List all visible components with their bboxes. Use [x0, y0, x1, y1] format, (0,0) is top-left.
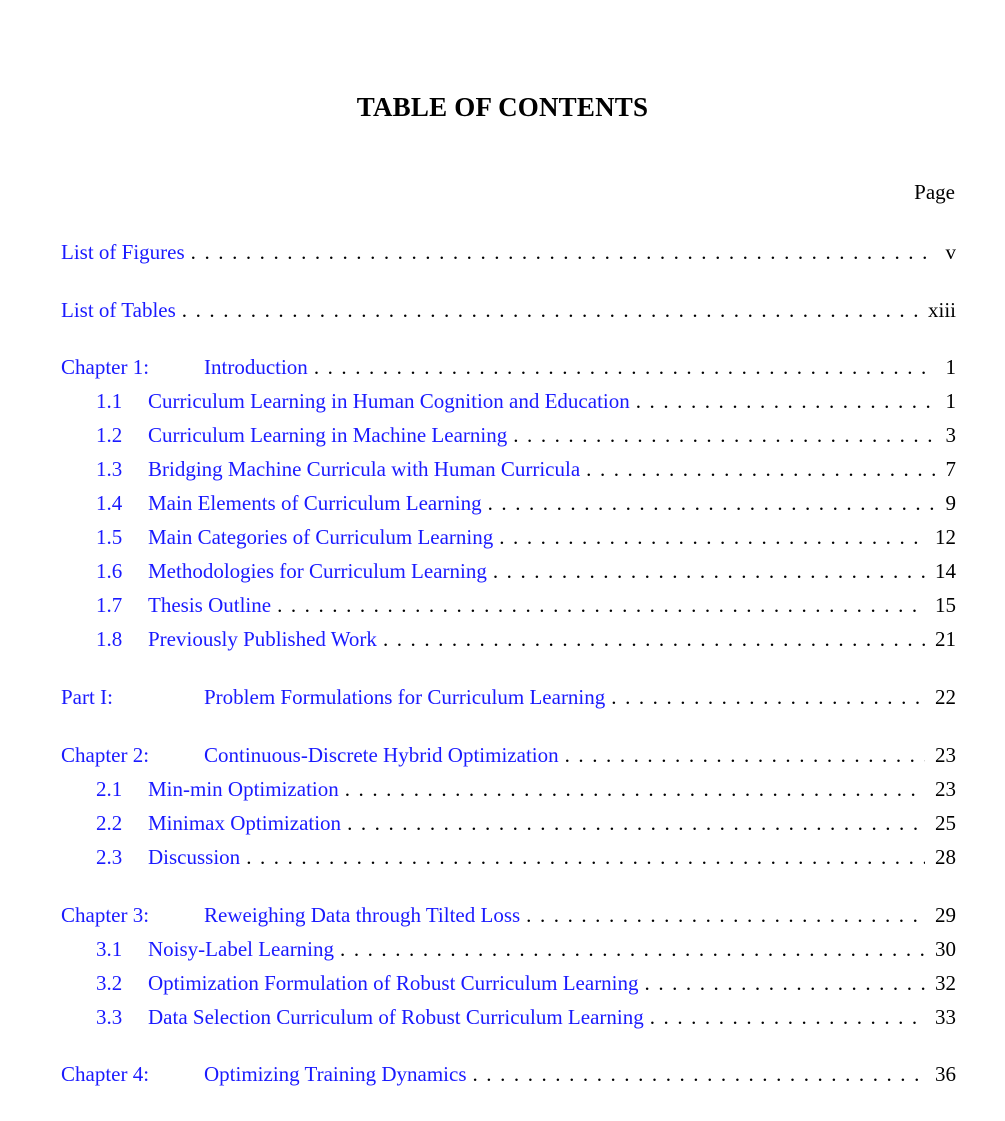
- toc-entry-number[interactable]: Chapter 1:: [61, 355, 150, 379]
- toc-entry-page: 23: [935, 777, 956, 801]
- toc-entry-number[interactable]: Chapter 2:: [61, 743, 150, 767]
- toc-entry-page: 12: [935, 525, 956, 549]
- toc-entry-section-1-1[interactable]: [96, 387, 956, 415]
- toc-entry-number[interactable]: 3.1: [96, 937, 123, 961]
- toc-entry-section-1-3[interactable]: [96, 455, 956, 483]
- toc-entry-page: 7: [945, 457, 956, 481]
- dot-leader: [240, 843, 925, 871]
- toc-entry-section-1-4[interactable]: [96, 489, 956, 517]
- toc-entry-label[interactable]: Main Elements of Curriculum Learning: [148, 491, 482, 515]
- toc-entry-page: 23: [935, 743, 956, 767]
- toc-entry-number[interactable]: 3.2: [96, 971, 123, 995]
- dot-leader: [271, 591, 925, 619]
- toc-entry-number[interactable]: Chapter 4:: [61, 1062, 150, 1086]
- toc-entry-number[interactable]: 2.2: [96, 811, 123, 835]
- toc-entry-label[interactable]: Min-min Optimization: [148, 777, 339, 801]
- toc-entry-list-of-figures[interactable]: [61, 238, 956, 266]
- toc-entry-number[interactable]: 1.6: [96, 559, 123, 583]
- toc-entry-chapter-3[interactable]: [61, 901, 956, 929]
- toc-entry-page: 36: [935, 1062, 956, 1086]
- toc-entry-page: 33: [935, 1005, 956, 1029]
- toc-entry-label[interactable]: Bridging Machine Curricula with Human Curricula: [148, 457, 581, 481]
- toc-entry-label[interactable]: Optimizing Training Dynamics: [204, 1062, 467, 1086]
- toc-entry-section-1-8[interactable]: [96, 625, 956, 653]
- toc-entry-page: 3: [945, 423, 956, 447]
- toc-entry-number[interactable]: 3.3: [96, 1005, 123, 1029]
- toc-entry-label[interactable]: List of Figures: [61, 240, 185, 264]
- dot-leader: [334, 935, 925, 963]
- toc-entry-section-1-6[interactable]: [96, 557, 956, 585]
- toc-entry-number[interactable]: 1.1: [96, 389, 123, 413]
- toc-entry-page: v: [945, 240, 956, 264]
- toc-entry-page: xiii: [927, 298, 956, 322]
- toc-entry-number[interactable]: 1.2: [96, 423, 123, 447]
- toc-entry-number[interactable]: 1.8: [96, 627, 123, 651]
- toc-entry-page: 30: [935, 937, 956, 961]
- dot-leader: [377, 625, 925, 653]
- dot-leader: [308, 353, 936, 381]
- toc-entry-chapter-4[interactable]: [61, 1060, 956, 1088]
- dot-leader: [487, 557, 925, 585]
- toc-entry-label[interactable]: Introduction: [204, 355, 308, 379]
- toc-entry-page: 1: [945, 355, 956, 379]
- dot-leader: [559, 741, 925, 769]
- toc-entry-section-3-3[interactable]: [96, 1003, 956, 1031]
- page-title: TABLE OF CONTENTS: [356, 92, 649, 122]
- toc-entry-section-3-1[interactable]: [96, 935, 956, 963]
- toc-entry-label[interactable]: Main Categories of Curriculum Learning: [148, 525, 494, 549]
- toc-entry-page: 25: [935, 811, 956, 835]
- toc-entry-list-of-tables[interactable]: [61, 296, 956, 324]
- toc-entry-label[interactable]: Problem Formulations for Curriculum Learning: [204, 685, 606, 709]
- toc-entry-number[interactable]: 2.1: [96, 777, 123, 801]
- toc-entry-label[interactable]: Curriculum Learning in Machine Learning: [148, 423, 508, 447]
- toc-entry-page: 9: [945, 491, 956, 515]
- toc-entry-number[interactable]: 1.5: [96, 525, 123, 549]
- dot-leader: [644, 1003, 925, 1031]
- toc-entry-section-1-2[interactable]: [96, 421, 956, 449]
- dot-leader: [507, 421, 935, 449]
- toc-entry-section-2-1[interactable]: [96, 775, 956, 803]
- dot-leader: [639, 969, 925, 997]
- toc-entry-label[interactable]: Data Selection Curriculum of Robust Curriculum Learning: [148, 1005, 644, 1029]
- toc-entry-label[interactable]: Noisy-Label Learning: [148, 937, 335, 961]
- toc-entry-label[interactable]: Continuous-Discrete Hybrid Optimization: [204, 743, 559, 767]
- toc-entry-section-1-5[interactable]: [96, 523, 956, 551]
- toc-entry-page: 29: [935, 903, 956, 927]
- toc-entry-number[interactable]: Part I:: [61, 685, 113, 709]
- toc-entry-section-1-7[interactable]: [96, 591, 956, 619]
- dot-leader: [493, 523, 925, 551]
- toc-entry-section-2-3[interactable]: [96, 843, 956, 871]
- toc-entry-part-1[interactable]: [61, 683, 956, 711]
- dot-leader: [630, 387, 936, 415]
- toc-entry-label[interactable]: Thesis Outline: [148, 593, 272, 617]
- toc-entry-label[interactable]: Reweighing Data through Tilted Loss: [204, 903, 521, 927]
- toc-entry-section-3-2[interactable]: [96, 969, 956, 997]
- toc-entry-page: 1: [945, 389, 956, 413]
- dot-leader: [520, 901, 925, 929]
- toc-entry-number[interactable]: 1.7: [96, 593, 123, 617]
- dot-leader: [339, 775, 925, 803]
- toc-entry-number[interactable]: Chapter 3:: [61, 903, 150, 927]
- page-column-header: Page: [914, 180, 955, 204]
- dot-leader: [341, 809, 925, 837]
- toc-entry-section-2-2[interactable]: [96, 809, 956, 837]
- dot-leader: [605, 683, 925, 711]
- toc-entry-label[interactable]: Curriculum Learning in Human Cognition and Education: [148, 389, 630, 413]
- dot-leader: [482, 489, 936, 517]
- toc-entry-chapter-2[interactable]: [61, 741, 956, 769]
- toc-entry-number[interactable]: 2.3: [96, 845, 123, 869]
- toc-entry-chapter-1[interactable]: [61, 353, 956, 381]
- toc-entry-label[interactable]: Discussion: [148, 845, 241, 869]
- dot-leader: [467, 1060, 926, 1088]
- toc-entry-page: 22: [935, 685, 956, 709]
- toc-entry-label[interactable]: Previously Published Work: [148, 627, 377, 651]
- toc-entry-label[interactable]: List of Tables: [61, 298, 176, 322]
- toc-entry-page: 28: [935, 845, 956, 869]
- dot-leader: [580, 455, 935, 483]
- dot-leader: [176, 296, 918, 324]
- toc-entry-page: 21: [935, 627, 956, 651]
- toc-entry-label[interactable]: Optimization Formulation of Robust Curriculum Learning: [148, 971, 639, 995]
- toc-entry-page: 15: [935, 593, 956, 617]
- toc-entry-number[interactable]: 1.3: [96, 457, 123, 481]
- toc-entry-label[interactable]: Methodologies for Curriculum Learning: [148, 559, 487, 583]
- toc-entry-number[interactable]: 1.4: [96, 491, 123, 515]
- toc-entry-page: 14: [935, 559, 956, 583]
- toc-entry-page: 32: [935, 971, 956, 995]
- toc-entry-label[interactable]: Minimax Optimization: [148, 811, 342, 835]
- dot-leader: [185, 238, 936, 266]
